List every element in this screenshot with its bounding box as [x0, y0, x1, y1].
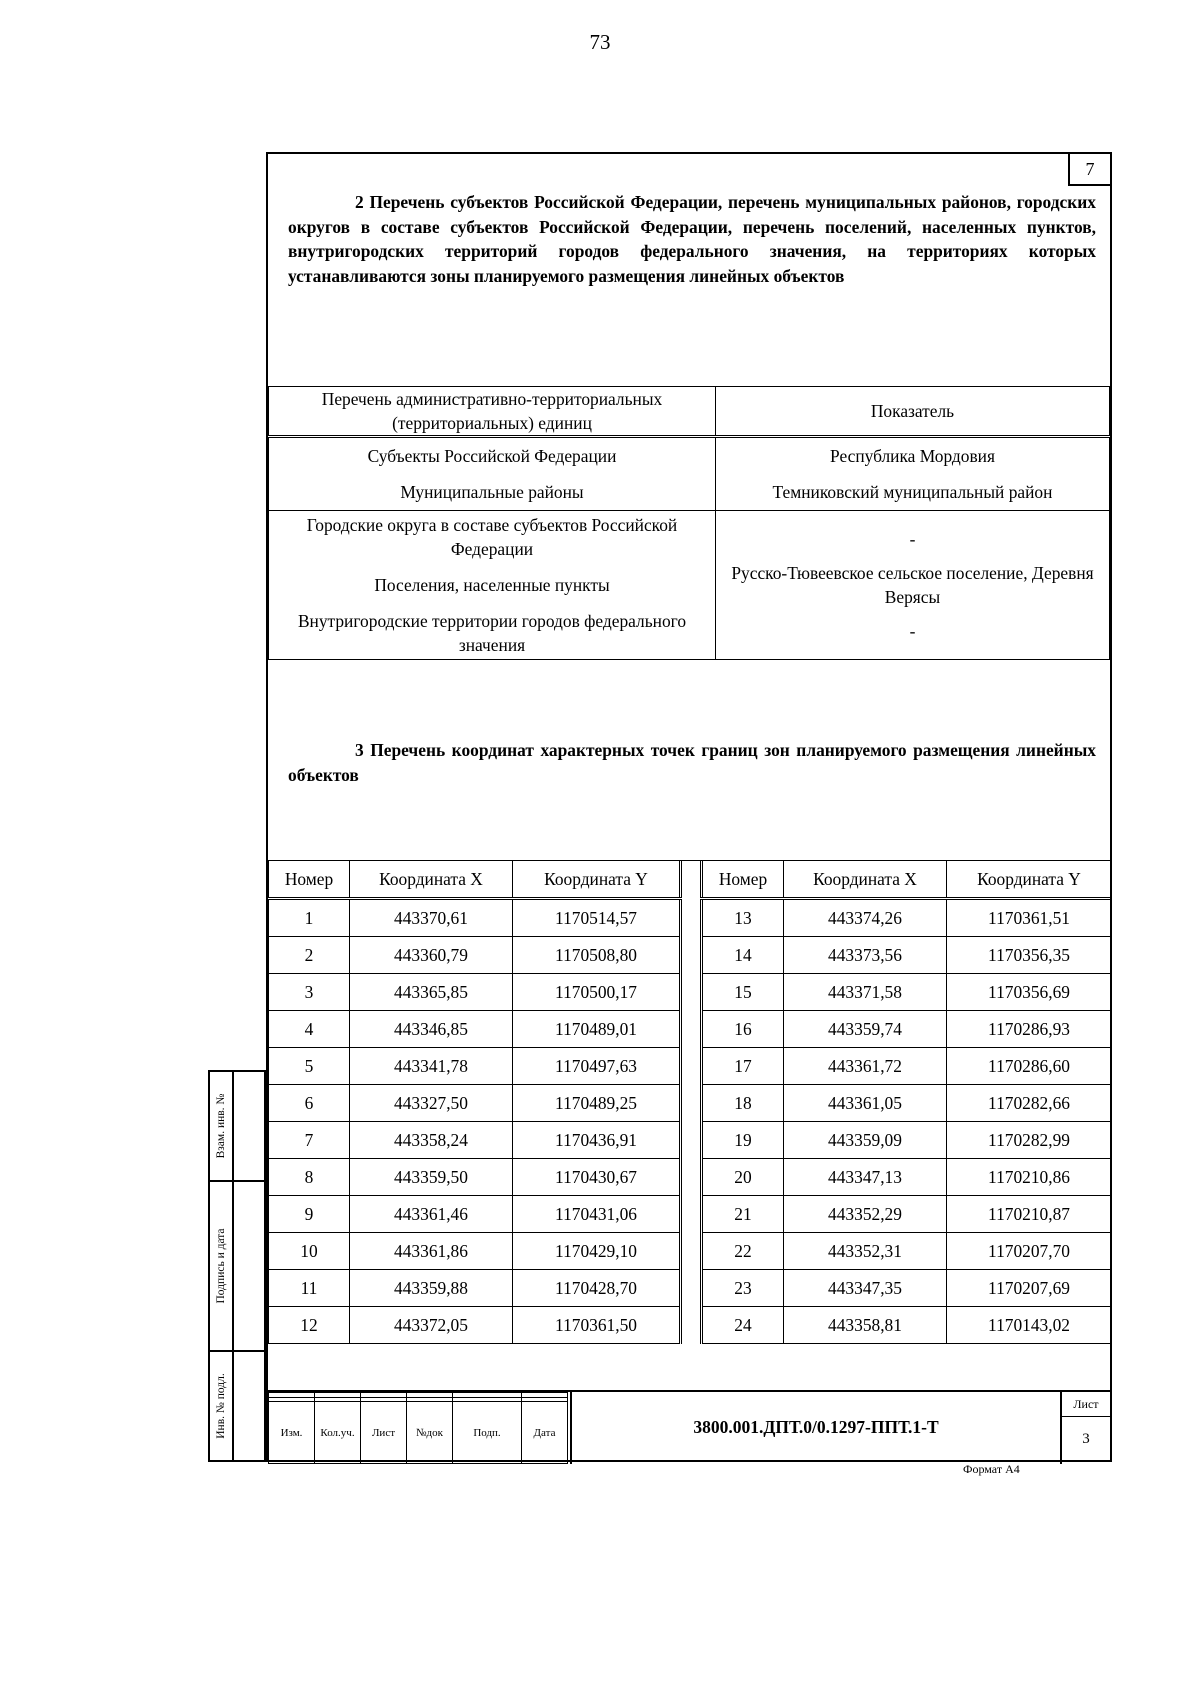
coord-x: 443370,61: [350, 899, 513, 937]
col-header-number: Номер: [269, 861, 350, 899]
admin-units-table: [268, 386, 1110, 660]
title-block-labels: [269, 1402, 568, 1464]
stamp-inv-label: Инв. № подл.: [215, 1373, 227, 1439]
coord-y: 1170207,70: [947, 1233, 1112, 1270]
table-row: [269, 1122, 681, 1159]
admin-value: Темниковский муниципальный район: [772, 482, 1053, 502]
point-number: 4: [269, 1011, 350, 1048]
point-number: 18: [702, 1085, 784, 1122]
stamp-podpis: [208, 1180, 266, 1352]
table-header-row: [269, 387, 1110, 437]
coord-table-right: [700, 860, 1112, 1344]
admin-row1-names: [269, 437, 716, 511]
coord-x: 443372,05: [350, 1307, 513, 1344]
coord-y: 1170282,66: [947, 1085, 1112, 1122]
table-row: [702, 1048, 1112, 1085]
table-row: [269, 1307, 681, 1344]
coord-x: 443359,50: [350, 1159, 513, 1196]
table-row: [702, 1270, 1112, 1307]
admin-row1-values: [716, 437, 1110, 511]
section-2-heading: [288, 190, 1096, 288]
table-row: [269, 1270, 681, 1307]
point-number: 10: [269, 1233, 350, 1270]
sheet-number-box: [1060, 1392, 1110, 1464]
point-number: 5: [269, 1048, 350, 1085]
point-number: 24: [702, 1307, 784, 1344]
admin-name: Субъекты Российской Федерации: [367, 446, 617, 466]
stamp-vzam: [208, 1070, 266, 1182]
coord-x: 443347,13: [784, 1159, 947, 1196]
coord-x: 443352,31: [784, 1233, 947, 1270]
table-row: [269, 1011, 681, 1048]
admin-name: Муниципальные районы: [400, 482, 584, 502]
coord-y: 1170514,57: [513, 899, 681, 937]
point-number: 23: [702, 1270, 784, 1307]
admin-col2-header: Показатель: [716, 387, 1110, 437]
point-number: 11: [269, 1270, 350, 1307]
coord-x: 443359,74: [784, 1011, 947, 1048]
coord-x: 443374,26: [784, 899, 947, 937]
table-row: [702, 899, 1112, 937]
coord-y: 1170430,67: [513, 1159, 681, 1196]
coord-y: 1170489,01: [513, 1011, 681, 1048]
coord-x: 443358,24: [350, 1122, 513, 1159]
admin-row2-values: [716, 511, 1110, 660]
table-row: [269, 974, 681, 1011]
point-number: 13: [702, 899, 784, 937]
point-number: 3: [269, 974, 350, 1011]
point-number: 9: [269, 1196, 350, 1233]
coord-x: 443365,85: [350, 974, 513, 1011]
point-number: 2: [269, 937, 350, 974]
table-header-row: [702, 861, 1112, 899]
drawing-frame: [266, 152, 1112, 1462]
coord-x: 443361,86: [350, 1233, 513, 1270]
col-header-x: Координата X: [350, 861, 513, 899]
admin-name: Внутригородские территории городов федерального значения: [297, 611, 687, 655]
tb-col-kol: Кол.уч.: [315, 1402, 361, 1464]
table-row: [702, 974, 1112, 1011]
coord-y: 1170207,69: [947, 1270, 1112, 1307]
section-3-heading: [288, 738, 1096, 787]
sheet-label: Лист: [1062, 1392, 1110, 1417]
admin-value: -: [909, 529, 916, 549]
coord-x: 443346,85: [350, 1011, 513, 1048]
stamp-podpis-label: Подпись и дата: [215, 1228, 227, 1304]
table-row: [269, 1048, 681, 1085]
tb-col-ndok: №док: [407, 1402, 453, 1464]
coord-x: 443359,88: [350, 1270, 513, 1307]
table-row: [269, 899, 681, 937]
table-row: [702, 1233, 1112, 1270]
col-header-y: Координата Y: [513, 861, 681, 899]
coord-x: 443361,72: [784, 1048, 947, 1085]
coord-y: 1170210,87: [947, 1196, 1112, 1233]
table-row: [702, 1122, 1112, 1159]
tb-col-izm: Изм.: [269, 1402, 315, 1464]
coord-y: 1170489,25: [513, 1085, 681, 1122]
coord-x: 443360,79: [350, 937, 513, 974]
coord-y: 1170282,99: [947, 1122, 1112, 1159]
coord-y: 1170286,93: [947, 1011, 1112, 1048]
table-row: [269, 511, 1110, 660]
point-number: 6: [269, 1085, 350, 1122]
coord-table-left: [268, 860, 682, 1344]
admin-value: Республика Мордовия: [830, 446, 995, 466]
point-number: 17: [702, 1048, 784, 1085]
coord-y: 1170429,10: [513, 1233, 681, 1270]
section-3-heading-text: 3 Перечень координат характерных точек границ зон планируемого размещения линейных объектов: [288, 740, 1096, 785]
title-block-grid: [268, 1392, 568, 1464]
coord-y: 1170143,02: [947, 1307, 1112, 1344]
point-number: 22: [702, 1233, 784, 1270]
coord-y: 1170500,17: [513, 974, 681, 1011]
format-label: Формат А4: [963, 1462, 1020, 1476]
table-row: [702, 1159, 1112, 1196]
coord-x: 443327,50: [350, 1085, 513, 1122]
tb-col-list: Лист: [361, 1402, 407, 1464]
coord-x: 443352,29: [784, 1196, 947, 1233]
table-row: [269, 437, 1110, 511]
point-number: 20: [702, 1159, 784, 1196]
point-number: 7: [269, 1122, 350, 1159]
section-2-heading-text: 2 Перечень субъектов Российской Федерации, перечень муниципальных районов, городских округов в составе субъектов Российской Федерации, перечень поселений, населенных пунктов, внутригородских территорий городов федерального значения, на территориях которых устанавливаются зоны планируемого размещения линейных объектов: [288, 192, 1096, 286]
coord-x: 443373,56: [784, 937, 947, 974]
title-block: [268, 1390, 1110, 1464]
coord-y: 1170436,91: [513, 1122, 681, 1159]
tb-col-data: Дата: [522, 1402, 568, 1464]
sheet-box: 7: [1068, 152, 1112, 186]
admin-value: Русско-Тювеевское сельское поселение, Деревня Верясы: [731, 563, 1094, 607]
point-number: 21: [702, 1196, 784, 1233]
table-header-row: [269, 861, 681, 899]
point-number: 12: [269, 1307, 350, 1344]
point-number: 19: [702, 1122, 784, 1159]
table-row: [269, 937, 681, 974]
admin-name: Городские округа в составе субъектов Российской Федерации: [306, 515, 678, 559]
coord-y: 1170361,50: [513, 1307, 681, 1344]
table-row: [702, 1085, 1112, 1122]
table-row: [702, 937, 1112, 974]
point-number: 14: [702, 937, 784, 974]
point-number: 8: [269, 1159, 350, 1196]
point-number: 15: [702, 974, 784, 1011]
col-header-number: Номер: [702, 861, 784, 899]
coord-x: 443341,78: [350, 1048, 513, 1085]
table-row: [269, 1233, 681, 1270]
coord-y: 1170361,51: [947, 899, 1112, 937]
coord-x: 443358,81: [784, 1307, 947, 1344]
admin-value: -: [909, 621, 916, 641]
coord-y: 1170497,63: [513, 1048, 681, 1085]
coord-y: 1170428,70: [513, 1270, 681, 1307]
tb-col-podp: Подп.: [453, 1402, 522, 1464]
coord-x: 443371,58: [784, 974, 947, 1011]
table-row: [269, 1196, 681, 1233]
point-number: 1: [269, 899, 350, 937]
stamp-inv: [208, 1350, 266, 1462]
admin-col1-header: Перечень административно-территориальных (территориальных) единиц: [269, 387, 716, 437]
stamp-vzam-label: Взам. инв. №: [215, 1093, 227, 1159]
col-header-y: Координата Y: [947, 861, 1112, 899]
coord-y: 1170210,86: [947, 1159, 1112, 1196]
table-row: [269, 1085, 681, 1122]
sheet-value: 3: [1082, 1431, 1090, 1447]
table-row: [702, 1196, 1112, 1233]
page-number: 73: [589, 30, 611, 54]
table-row: [702, 1011, 1112, 1048]
table-row: [269, 1159, 681, 1196]
coord-y: 1170431,06: [513, 1196, 681, 1233]
col-header-x: Координата X: [784, 861, 947, 899]
coord-y: 1170356,35: [947, 937, 1112, 974]
admin-row2-names: [269, 511, 716, 660]
coord-x: 443359,09: [784, 1122, 947, 1159]
point-number: 16: [702, 1011, 784, 1048]
coord-y: 1170356,69: [947, 974, 1112, 1011]
document-code: 3800.001.ДПТ.0/0.1297-ППТ.1-Т: [570, 1392, 1060, 1464]
coord-x: 443361,05: [784, 1085, 947, 1122]
admin-name: Поселения, населенные пункты: [374, 575, 610, 595]
coord-x: 443361,46: [350, 1196, 513, 1233]
coord-x: 443347,35: [784, 1270, 947, 1307]
table-row: [702, 1307, 1112, 1344]
coord-y: 1170286,60: [947, 1048, 1112, 1085]
coord-y: 1170508,80: [513, 937, 681, 974]
